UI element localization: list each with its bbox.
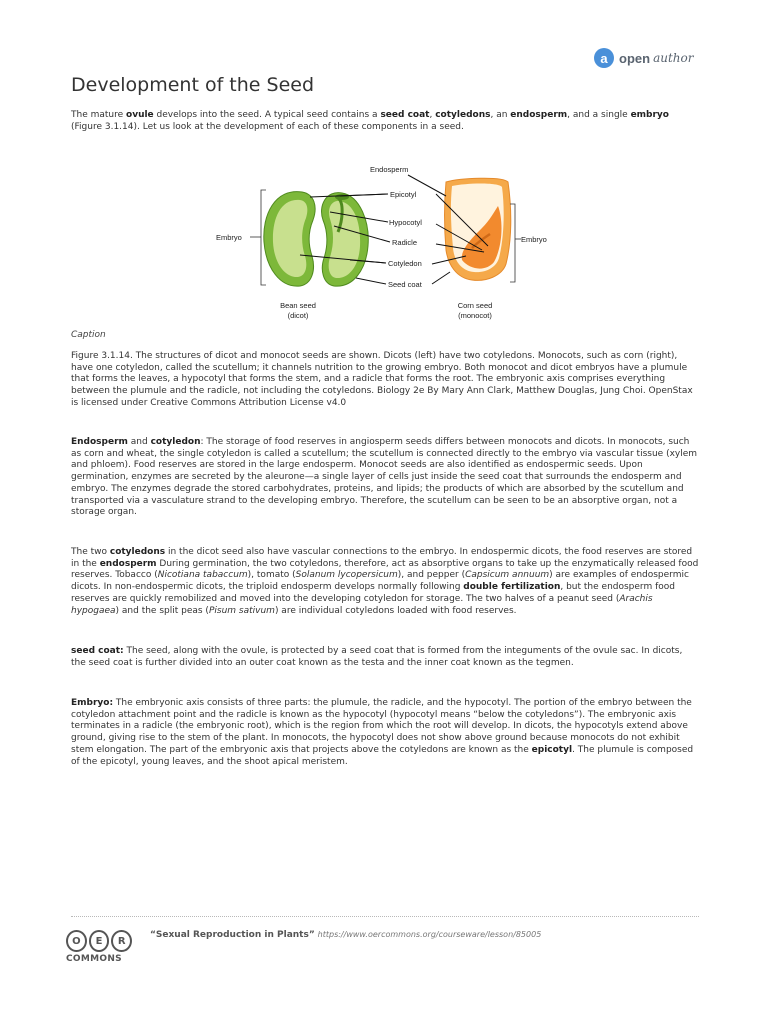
open-author-logo [594,47,693,69]
text-run: . The plumule is composed of the epicotyl, young leaves, and the shoot apical meristem. [71,744,694,767]
bold-term: seed coat: [71,646,124,656]
endosperm-paragraph [71,437,699,519]
text-run: The seed, along with the ovule, is protected by a seed coat that is formed from the integuments of the ovule sac. In dicots, the seed coat is further divided into an outer coat known as the testa and the inner coat known as the tegmen. [71,646,683,668]
italic-term: Capsicum annuum [465,570,550,581]
text-run: , an [490,110,511,120]
footer-divider [71,916,699,917]
label-hypocotyl: Hypocotyl [389,218,422,227]
caption-text: Figure 3.1.14. The structures of dicot and monocot seeds are shown. Dicots (left) have two cotyledons. Monocots, such as corn (right), have one cotyledon, called the scutellum; it channels nutrition to the growing embryo. Both monocot and dicot embryos have a plumule that forms the leaves, a hypocotyl that forms the stem, and a radicle that forms the root. The embryonic axis comprises everything between the plumule and the radicle, not including the cotyledons. Biology 2e By Mary Ann Clark, Matthew Douglas, Jung Choi. OpenStax is licensed under Creative Commons Attribution License v4.0 [71,351,693,408]
caption-heading: Caption [71,330,106,340]
bold-term: endosperm [510,110,568,120]
logo-open-text: open [619,50,651,66]
bean-embryo-label: Embryo [216,233,242,242]
corn-embryo-label: Embryo [521,235,547,244]
text-run: in the dicot seed also have vascular connections to the embryo. In endospermic dicots, the food reserves are stored in the [71,547,693,569]
label-seed-coat: Seed coat [388,280,422,289]
embryo-paragraph [71,698,699,768]
text-run: , [429,110,436,120]
footer-url-link[interactable]: https://www.oercommons.org/courseware/lesson/85005 [317,930,542,939]
bold-term: Embryo: [71,698,114,708]
seed-structure-figure [210,160,560,325]
italic-term: Pisum sativum [208,605,275,616]
italic-term: Solanum lycopersicum [295,570,398,581]
text-run: The embryonic axis consists of three parts: the plumule, the radicle, and the hypocotyl. The portion of the embryo between the cotyledon attachment point and the radicle is known as the hypocotyl (hypocotyl means “below the cotyledons”). The embryonic axis terminates in a radicle (the embryonic root), which is the region from which the root will develop. In dicots, the hypocotyls extend above ground, giving rise to the stem of the plant. In monocots, the hypocotyl does not show above ground because monocots do not exhibit stem elongation. The part of the embryonic axis that projects above the cotyledons are known as the [71,698,692,755]
text-run: ), tomato ( [247,570,296,581]
seed-coat-paragraph [71,646,699,669]
bold-term: cotyledons [109,547,166,557]
label-epicotyl: Epicotyl [390,190,417,199]
bold-term: Endosperm [71,437,128,447]
italic-term: Nicotiana tabaccum [157,570,248,581]
text-run: , but the endosperm food reserves are quickly remobilized and moved into the developing cotyledon for storage. The two halves of a peanut seed ( [71,582,675,604]
open-author-logo-icon: a [594,48,614,68]
footer-citation [150,930,541,940]
text-run: and [127,437,151,447]
bold-term: embryo [630,110,669,120]
text-run: (Figure 3.1.14). Let us look at the development of each of these components in a seed. [71,121,464,132]
bold-term: epicotyl [531,744,573,755]
text-run: ) and the split peas ( [115,605,209,616]
bold-term: ovule [126,110,154,120]
text-run: : The storage of food reserves in angiosperm seeds differs between monocots and dicots. In monocots, such as corn and wheat, the single cotyledon is called a scutellum; the scutellum is connected directly to the embryo via vascular tissue (xylem and phloem). Food reserves are stored in the large endosperm. Monocot seeds are also identified as endospermic seeds. Upon germination, enzymes are secreted by the aleurone—a single layer of cells just inside the seed coat that surrounds the endosperm and embryo. The enzymes degrade the stored carbohydrates, proteins, and lipids; the products of which are absorbed by the scutellum and transported via a vasculature strand to the developing embryo. Therefore, the scutellum can be seen to be an absorptive organ, not a storage organ. [71,437,698,518]
label-radicle: Radicle [392,238,418,247]
bean-seed-label: Bean seed [280,301,316,310]
page-title: Development of the Seed [71,74,315,96]
label-endosperm: Endosperm [370,165,409,174]
cotyledons-paragraph [71,547,699,617]
bold-term: endosperm [99,558,157,569]
bean-dicot-label: (dicot) [287,311,309,320]
logo-author-text: author [653,51,694,65]
bold-term: double fertilization [463,582,561,593]
text-run: ) are examples of endospermic dicots. In non-endospermic dicots, the triploid endosperm develops normally following [71,570,689,593]
bold-term: cotyledon [150,437,201,447]
oer-letter-e: E [89,930,110,952]
oer-letter-r: R [111,930,132,952]
text-run: The mature [71,110,127,120]
text-run: ) are individual cotyledons loaded with food reserves. [274,605,517,616]
oer-commons-logo [66,930,132,964]
intro-paragraph [71,110,699,133]
text-run: , and a single [567,110,631,120]
italic-term: Arachis hypogaea [71,593,653,616]
bean-epicotyl [335,194,349,200]
corn-seed-label: Corn seed [457,301,493,310]
bold-term: cotyledons [435,110,491,120]
footer-title: “Sexual Reproduction in Plants” [150,930,315,940]
text-run: During germination, the two cotyledons, therefore, act as absorptive organs to take up the enzymatically released food reserves. Tobacco ( [71,558,699,581]
bold-term: seed coat [380,110,430,120]
corn-monocot-label: (monocot) [458,311,492,320]
text-run: ), and pepper ( [397,570,466,581]
text-run: The two [71,547,110,557]
text-run: develops into the seed. A typical seed contains a [153,110,381,120]
oer-commons-word: COMMONS [66,954,122,964]
oer-letter-o: O [66,930,87,952]
label-cotyledon: Cotyledon [388,259,422,268]
